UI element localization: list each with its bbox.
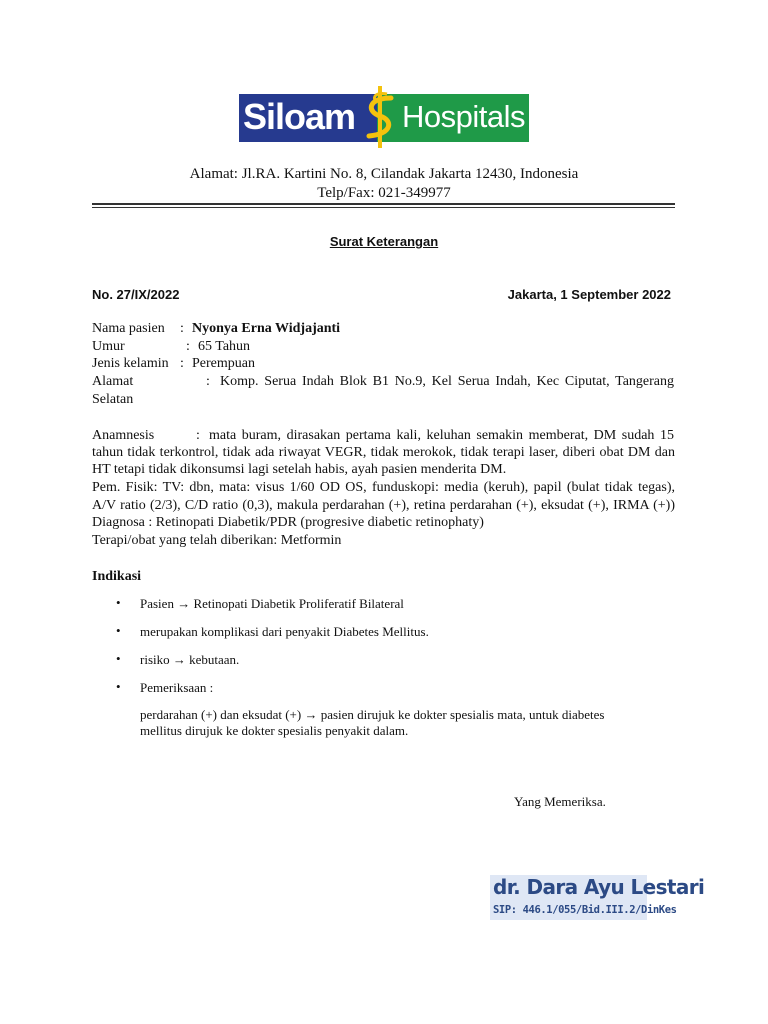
bullet-icon: • [116, 679, 121, 694]
hospital-address: Alamat: Jl.RA. Kartini No. 8, Cilandak Jakarta 12430, Indonesia [189, 166, 579, 182]
indikasi-sub-line-2: mellitus dirujuk ke dokter spesialis penyakit dalam. [140, 723, 409, 738]
patient-sex-label: Jenis kelamin [92, 356, 169, 371]
patient-address-sep: : [206, 374, 210, 389]
indikasi-item-4: Pemeriksaan : [140, 680, 214, 695]
letter-date: Jakarta, 1 September 2022 [507, 287, 671, 302]
header-rule-thick [92, 203, 675, 205]
anamnesis-label: Anamnesis [92, 428, 155, 443]
indikasi-item-1: Pasien → Retinopati Diabetik Proliferatif Bilateral [140, 596, 404, 611]
indikasi-sub-line-1: perdarahan (+) dan eksudat (+) → pasien dirujuk ke dokter spesialis mata, untuk diabetes [140, 707, 605, 722]
closing-text: Yang Memeriksa. [514, 794, 606, 809]
patient-name-sep: : [180, 321, 184, 336]
bullet-icon: • [116, 623, 121, 638]
caduceus-icon [363, 86, 397, 148]
patient-address-value-2: Selatan [92, 392, 134, 407]
patient-address-value-1: Komp. Serua Indah Blok B1 No.9, Kel Serua Indah, Kec Ciputat, Tangerang [220, 374, 674, 389]
patient-sex-value: Perempuan [192, 356, 255, 371]
hospital-phone: Telp/Fax: 021-349977 [317, 185, 451, 201]
logo-right-text: Hospitals [402, 99, 525, 134]
patient-age-value: 65 Tahun [198, 339, 251, 354]
exam-line-2: A/V ratio (2/3), C/D ratio (0,3), makula perdarahan (+), retina perdarahan (+), eksudat (+), IRMA (+)) [92, 498, 675, 513]
indikasi-heading: Indikasi [92, 569, 142, 584]
patient-address-label: Alamat [92, 374, 134, 389]
bullet-icon: • [116, 595, 121, 610]
bullet-icon: • [116, 651, 121, 666]
signature-sip: SIP: 446.1/055/Bid.III.2/DinKes [493, 904, 677, 916]
diagnosis-line: Diagnosa : Retinopati Diabetik/PDR (progresive diabetic retinophaty) [92, 515, 484, 530]
patient-name-label: Nama pasien [92, 321, 165, 336]
anamnesis-line-3: HT tetapi tidak dikonsumsi lagi setelah habis, ayah pasien menderita DM. [92, 462, 507, 477]
logo-left-text: Siloam [243, 96, 356, 137]
patient-name-value: Nyonya Erna Widjajanti [192, 321, 341, 336]
letter-number: No. 27/IX/2022 [92, 287, 180, 302]
anamnesis-line-2: tahun tidak terkontrol, tidak ada riwayat VEGR, tidak merokok, tidak terapi laser, diberi obat DM dan [92, 445, 675, 460]
indikasi-item-3: risiko → kebutaan. [140, 652, 240, 667]
signature-name: dr. Dara Ayu Lestari [493, 875, 705, 899]
anamnesis-line-1: mata buram, dirasakan pertama kali, keluhan semakin memberat, DM sudah 15 [209, 428, 674, 443]
patient-sex-sep: : [180, 356, 184, 371]
exam-line-1: Pem. Fisik: TV: dbn, mata: visus 1/60 OD OS, funduskopi: media (keruh), papil (bulat tidak tegas), [92, 480, 675, 495]
patient-age-label: Umur [92, 339, 125, 354]
hospital-logo [239, 94, 529, 142]
header-rule-thin [92, 207, 675, 208]
therapy-line: Terapi/obat yang telah diberikan: Metformin [92, 533, 342, 548]
patient-age-sep: : [186, 339, 190, 354]
indikasi-item-2: merupakan komplikasi dari penyakit Diabetes Mellitus. [140, 624, 429, 639]
signature-stamp [490, 875, 705, 920]
anamnesis-sep: : [196, 428, 200, 443]
letter-title: Surat Keterangan [329, 234, 439, 249]
